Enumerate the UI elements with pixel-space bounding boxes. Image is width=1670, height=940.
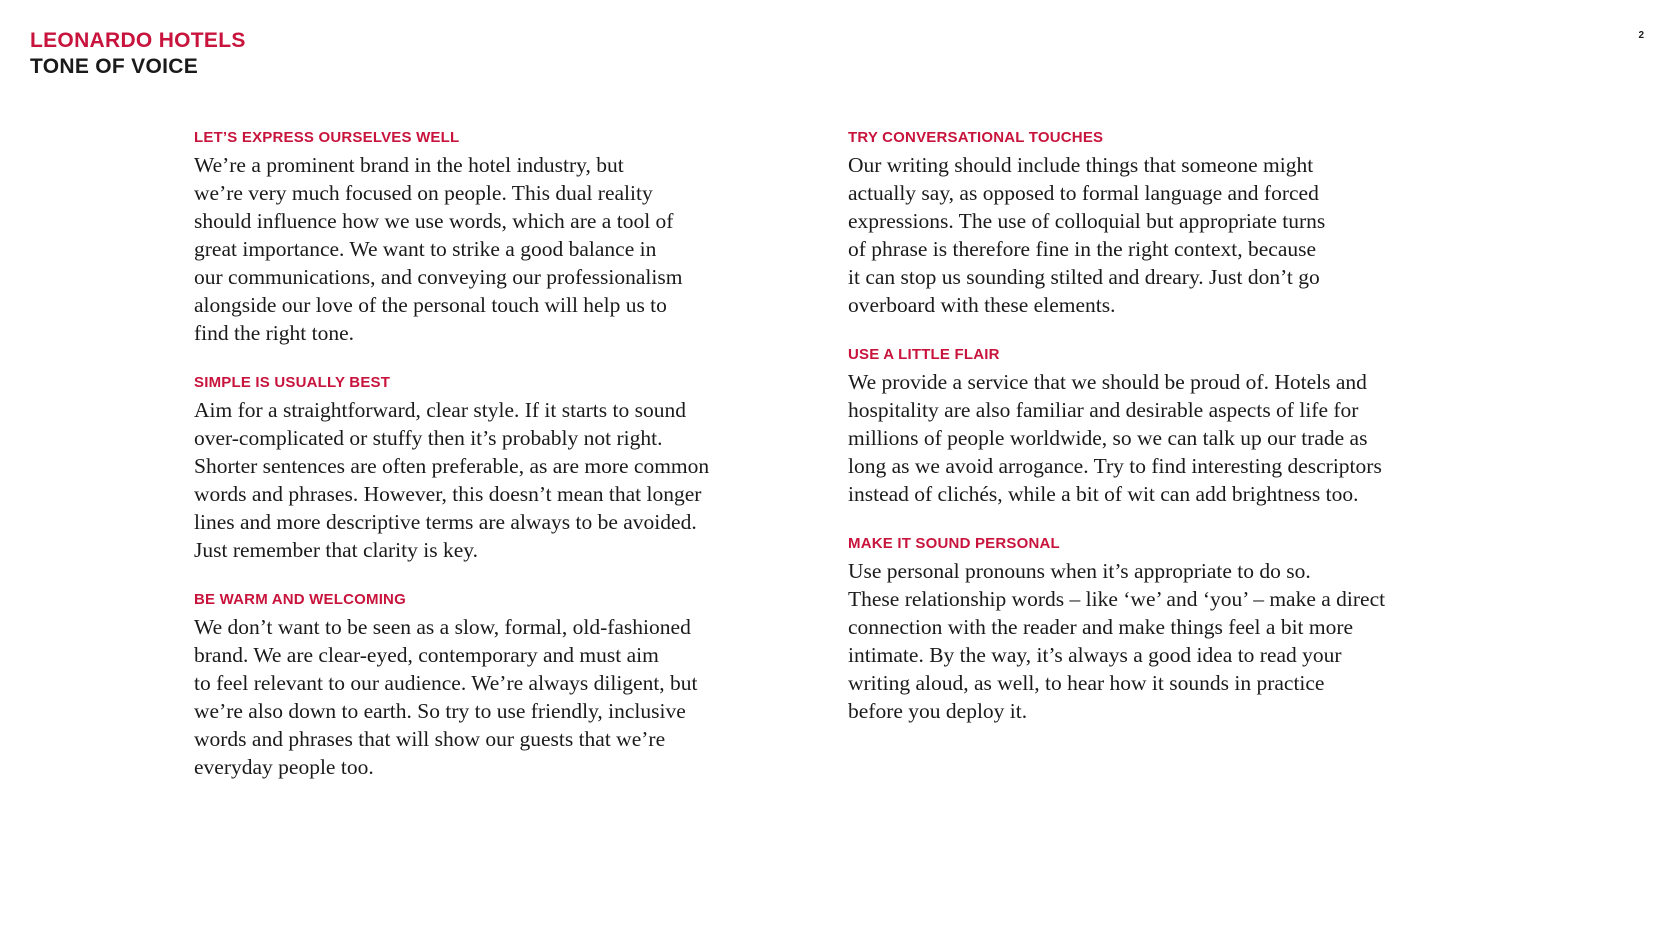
section-body: We’re a prominent brand in the hotel industry, but we’re very much focused on people. This dual reality should influence how we use words, which are a tool of great importance. We want to strike a good balance in our communications, and conveying our professionalism alongside our love of the personal touch will help us to find the right tone. — [194, 153, 683, 345]
left-column — [194, 128, 794, 807]
section-warm-welcoming — [194, 590, 794, 781]
document-title: TONE OF VOICE — [30, 55, 199, 78]
section-conversational-touches — [848, 128, 1488, 319]
section-little-flair — [848, 345, 1488, 508]
section-heading: MAKE IT SOUND PERSONAL — [848, 535, 1060, 552]
section-heading: USE A LITTLE FLAIR — [848, 346, 1000, 363]
section-body: We don’t want to be seen as a slow, formal, old-fashioned brand. We are clear-eyed, contemporary and must aim to feel relevant to our audience. We’re always diligent, but we’re also down to earth. So try to use friendly, inclusive words and phrases that will show our guests that we’re everyday people too. — [194, 615, 698, 779]
section-sound-personal — [848, 534, 1488, 725]
section-simple-best — [194, 373, 794, 564]
section-express-ourselves — [194, 128, 794, 347]
right-column — [848, 128, 1488, 751]
section-body: Aim for a straightforward, clear style. If it starts to sound over-complicated or stuffy then it’s probably not right. Shorter sentences are often preferable, as are more common words and phrases. However, this doesn’t mean that longer lines and more descriptive terms are always to be avoided. Just remember that clarity is key. — [194, 398, 710, 562]
section-body: Our writing should include things that someone might actually say, as opposed to formal language and forced expressions. The use of colloquial but appropriate turns of phrase is therefore fine in the right context, because it can stop us sounding stilted and dreary. Just don’t go overboard with these elements. — [848, 153, 1326, 317]
section-heading: BE WARM AND WELCOMING — [194, 591, 406, 608]
page-number: 2 — [1638, 30, 1644, 41]
section-heading: LET’S EXPRESS OURSELVES WELL — [194, 129, 460, 146]
section-heading: TRY CONVERSATIONAL TOUCHES — [848, 129, 1104, 146]
brand-name: LEONARDO HOTELS — [30, 29, 246, 52]
section-heading: SIMPLE IS USUALLY BEST — [194, 374, 391, 391]
section-body: We provide a service that we should be proud of. Hotels and hospitality are also familiar and desirable aspects of life for millions of people worldwide, so we can talk up our trade as long as we avoid arrogance. Try to find interesting descriptors instead of clichés, while a bit of wit can add brightness too. — [848, 370, 1382, 506]
document-header — [30, 28, 246, 80]
section-body: Use personal pronouns when it’s appropriate to do so. These relationship words – like ‘we’ and ‘you’ – make a direct connection with the reader and make things feel a bit more intimate. By the way, it’s always a good idea to read your writing aloud, as well, to hear how it sounds in practice before you deploy it. — [848, 559, 1386, 723]
